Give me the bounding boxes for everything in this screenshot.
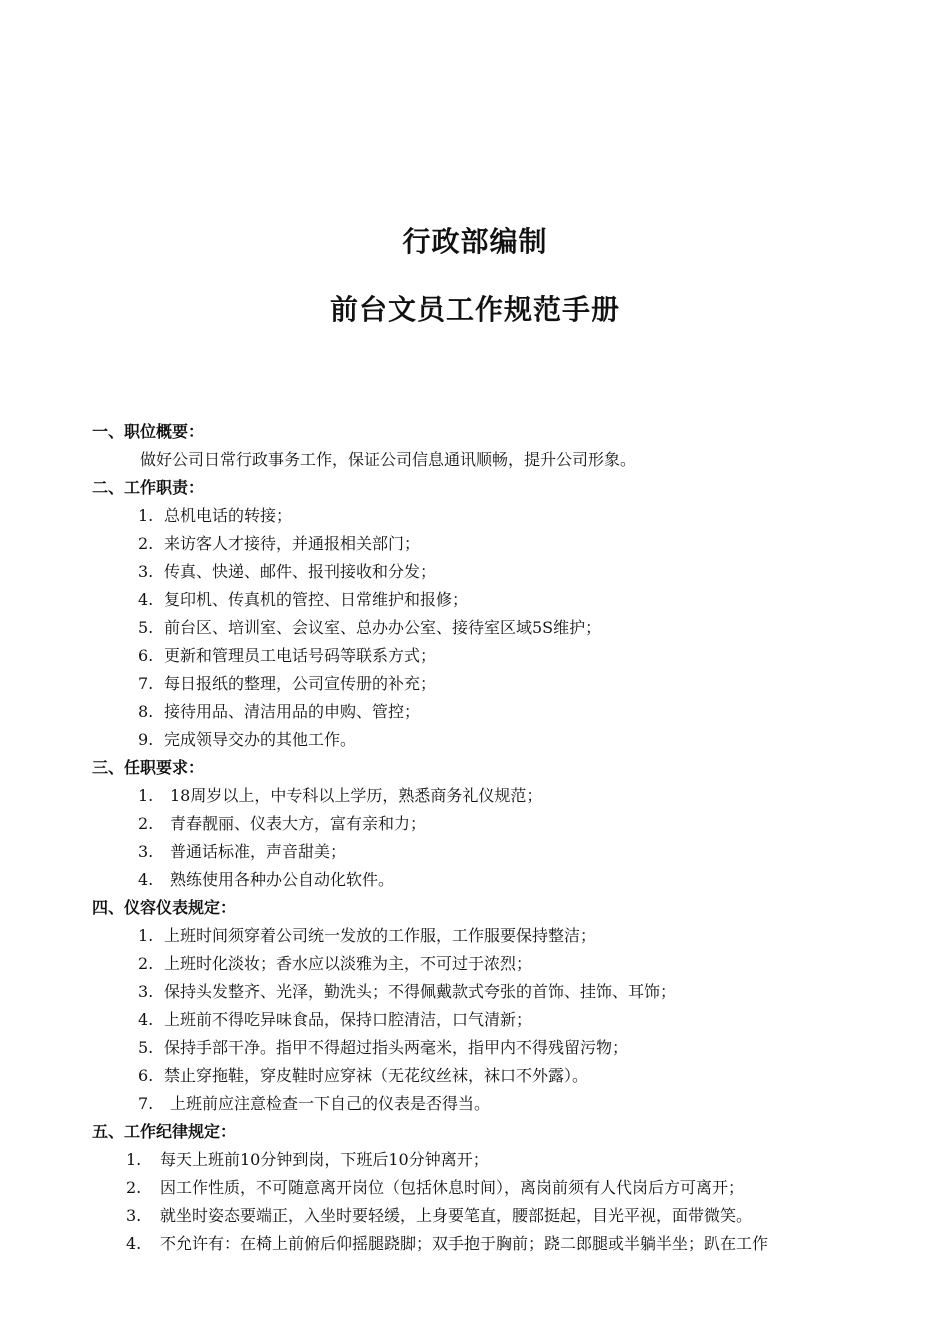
list-item [0,502,950,530]
department-title: 行政部编制 [402,225,548,258]
item-number: 2. [138,534,154,553]
item-text: 青春靓丽、仪表大方，富有亲和力； [170,814,427,833]
item-number: 7. [138,674,154,693]
item-text: 前台区、培训室、会议室、总办办公室、接待室区域5S维护； [164,618,602,637]
item-number: 6. [138,1066,154,1085]
item-number: 4. [138,870,154,889]
item-text: 每天上班前10分钟到岗，下班后10分钟离开； [160,1150,489,1169]
item-number: 1. [126,1150,142,1169]
list-item [0,810,950,838]
item-text: 不允许有：在椅上前俯后仰摇腿跷脚；双手抱于胸前；跷二郎腿或半躺半坐；趴在工作 [160,1234,769,1253]
list-item [0,698,950,726]
item-text: 就坐时姿态要端正，入坐时要轻缓，上身要笔直，腰部挺起，目光平视，面带微笑。 [160,1206,753,1225]
item-number: 2. [138,814,154,833]
item-number: 2. [138,954,154,973]
item-text: 每日报纸的整理，公司宣传册的补充； [164,674,437,693]
list-item [0,838,950,866]
item-number: 1. [138,786,154,805]
manual-title: 前台文员工作规范手册 [329,293,620,326]
item-number: 3. [138,982,154,1001]
list-item [0,1202,950,1230]
item-number: 8. [138,702,154,721]
item-number: 3. [126,1206,142,1225]
list-item [0,530,950,558]
item-text: 上班前应注意检查一下自己的仪表是否得当。 [170,1094,491,1113]
list-item [0,642,950,670]
list-item [0,1034,950,1062]
duties-list [0,502,950,754]
item-number: 4. [138,590,154,609]
item-text: 保持手部干净。指甲不得超过指头两毫米，指甲内不得残留污物； [164,1038,629,1057]
list-item [0,1146,950,1174]
item-text: 完成领导交办的其他工作。 [164,730,357,749]
item-text: 禁止穿拖鞋，穿皮鞋时应穿袜（无花纹丝袜，袜口不外露）。 [164,1066,589,1085]
item-text: 总机电话的转接； [164,506,293,525]
item-number: 7. [138,1094,154,1113]
section-heading-discipline: 五、工作纪律规定： [92,1122,237,1141]
list-item [0,586,950,614]
item-text: 接待用品、清洁用品的申购、管控； [164,702,421,721]
item-number: 9. [138,730,154,749]
list-item [0,1062,950,1090]
list-item [0,866,950,894]
item-text: 更新和管理员工电话号码等联系方式； [164,646,437,665]
item-text: 普通话标准，声音甜美； [170,842,347,861]
requirements-list [0,782,950,894]
item-number: 4. [126,1234,142,1253]
item-text: 复印机、传真机的管控、日常维护和报修； [164,590,469,609]
list-item [0,1090,950,1118]
item-number: 3. [138,842,154,861]
overview-paragraph: 做好公司日常行政事务工作，保证公司信息通讯顺畅，提升公司形象。 [140,450,637,469]
document-body [0,418,950,1258]
item-number: 3. [138,562,154,581]
section-heading-overview: 一、职位概要： [92,422,205,441]
appearance-list [0,922,950,1118]
item-text: 上班前不得吃异味食品，保持口腔清洁，口气清新； [164,1010,533,1029]
list-item [0,1230,950,1258]
list-item [0,1174,950,1202]
item-number: 1. [138,506,154,525]
item-number: 5. [138,1038,154,1057]
item-number: 4. [138,1010,154,1029]
section-heading-duties: 二、工作职责： [92,478,205,497]
item-text: 因工作性质，不可随意离开岗位（包括休息时间），离岗前须有人代岗后方可离开； [160,1178,745,1197]
list-item [0,922,950,950]
section-heading-requirements: 三、任职要求： [92,758,205,777]
section-heading-appearance: 四、仪容仪表规定： [92,898,237,917]
item-text: 保持头发整齐、光泽，勤洗头；不得佩戴款式夸张的首饰、挂饰、耳饰； [164,982,677,1001]
item-number: 2. [126,1178,142,1197]
item-text: 上班时化淡妆；香水应以淡雅为主，不可过于浓烈； [164,954,533,973]
item-text: 熟练使用各种办公自动化软件。 [170,870,395,889]
list-item [0,950,950,978]
list-item [0,1006,950,1034]
item-number: 1. [138,926,154,945]
item-number: 6. [138,646,154,665]
list-item [0,726,950,754]
item-text: 来访客人才接待，并通报相关部门； [164,534,421,553]
list-item [0,558,950,586]
list-item [0,670,950,698]
list-item [0,978,950,1006]
discipline-list [0,1146,950,1258]
list-item [0,782,950,810]
list-item [0,614,950,642]
item-text: 18周岁以上，中专科以上学历，熟悉商务礼仪规范； [170,786,543,805]
item-text: 传真、快递、邮件、报刊接收和分发； [164,562,437,581]
item-text: 上班时间须穿着公司统一发放的工作服，工作服要保持整洁； [164,926,597,945]
item-number: 5. [138,618,154,637]
